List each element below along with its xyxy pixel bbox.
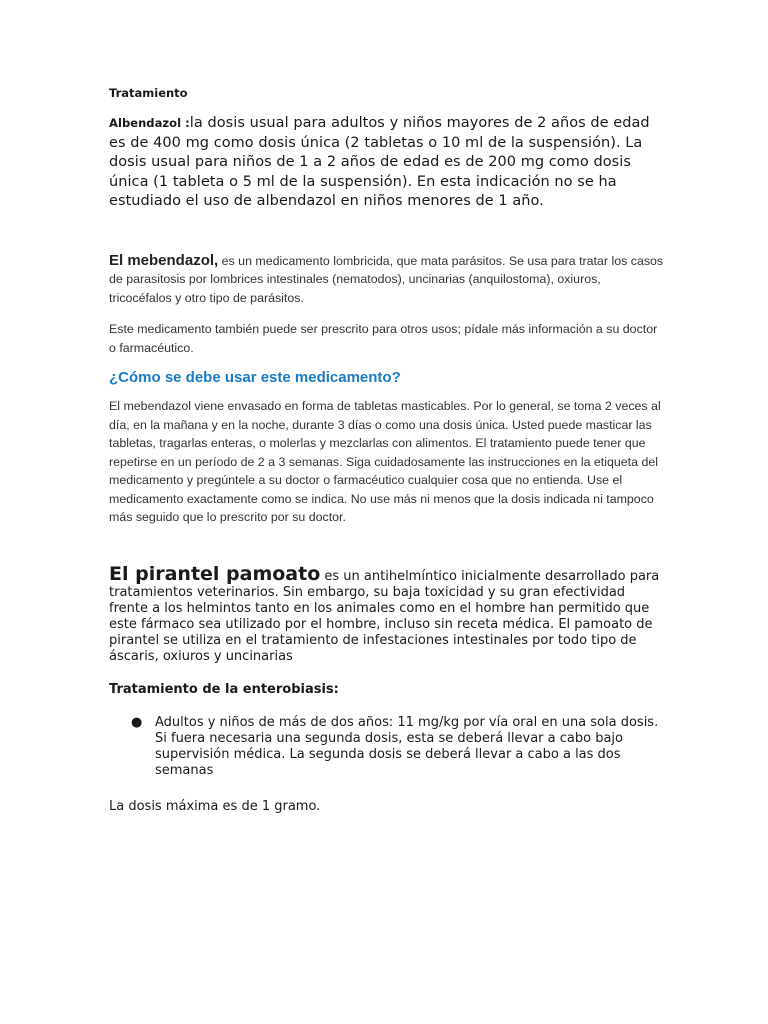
pirantel-text: es un antihelmíntico inicialmente desarrollado para tratamientos veterinarios. Sin embargo, su baja toxicidad y su gran efectividad frente a los helmintos tanto en los animales como en el hombre han permitido que este fármaco sea utilizado por el hombre, incluso sin receta médica. El pamoato de pirantel se utiliza en el tratamiento de infestaciones intestinales por todo tipo de áscaris, oxiuros y uncinarias [109, 568, 660, 664]
albendazol-label: Albendazol : [109, 116, 190, 130]
mebendazol-intro-text: es un medicamento lombricida, que mata parásitos. Se usa para tratar los casos de parasitosis por lombrices intestinales (nematodos), uncinarias (anquilostoma), oxiuros, tricocéfalos y otro tipo de parásitos. [109, 253, 664, 305]
section-title-tratamiento: Tratamiento [109, 86, 188, 100]
albendazol-text: la dosis usual para adultos y niños mayores de 2 años de edad es de 400 mg como dosis única (2 tabletas o 10 ml de la suspensión). La dosis usual para niños de 1 a 2 años de edad es de 200 mg como dosis única (1 tableta o 5 ml de la suspensión). En esta indicación no se ha estudiado el uso de albendazol en niños menores de 1 año. [109, 115, 650, 209]
document-page [109, 84, 665, 816]
mebendazol-otros-usos: Este medicamento también puede ser prescrito para otros usos; pídale más información a su doctor o farmacéutico. [109, 322, 658, 355]
dosis-maxima: La dosis máxima es de 1 gramo. [109, 798, 321, 814]
list-item [109, 715, 665, 779]
bullet-icon: ● [131, 714, 143, 730]
enterobiasis-list [109, 715, 665, 779]
albendazol-paragraph [109, 114, 665, 212]
mebendazol-section [109, 252, 665, 527]
enterobiasis-heading: Tratamiento de la enterobiasis: [109, 681, 339, 697]
list-item-text: Adultos y niños de más de dos años: 11 mg/kg por vía oral en una sola dosis. Si fuera necesaria una segunda dosis, esta se deberá llevar a cabo bajo supervisión médica. La segunda dosis se deberá llevar a cabo a las dos semanas [155, 714, 659, 778]
mebendazol-intro [109, 252, 665, 308]
pirantel-lead: El pirantel pamoato [109, 562, 321, 585]
mebendazol-uso: El mebendazol viene envasado en forma de tabletas masticables. Por lo general, se toma 2 veces al día, en la mañana y en la noche, durante 3 días o como una dosis única. Usted puede masticar las tabletas, tragarlas enteras, o molerlas y mezclarlas con alimentos. El tratamiento puede tener que repetirse en un período de 2 a 3 semanas. Siga cuidadosamente las instrucciones en la etiqueta del medicamento y pregúntele a su doctor o farmacéutico cualquier cosa que no entienda. Use el medicamento exactamente como se indica. No use más ni menos que la dosis indicada ni tampoco más seguido que lo prescrito por su doctor. [109, 399, 661, 524]
mebendazol-lead: El mebendazol, [109, 251, 219, 269]
pirantel-paragraph [109, 564, 665, 665]
pirantel-section [109, 564, 665, 816]
mebendazol-heading: ¿Cómo se debe usar este medicamento? [109, 369, 401, 386]
